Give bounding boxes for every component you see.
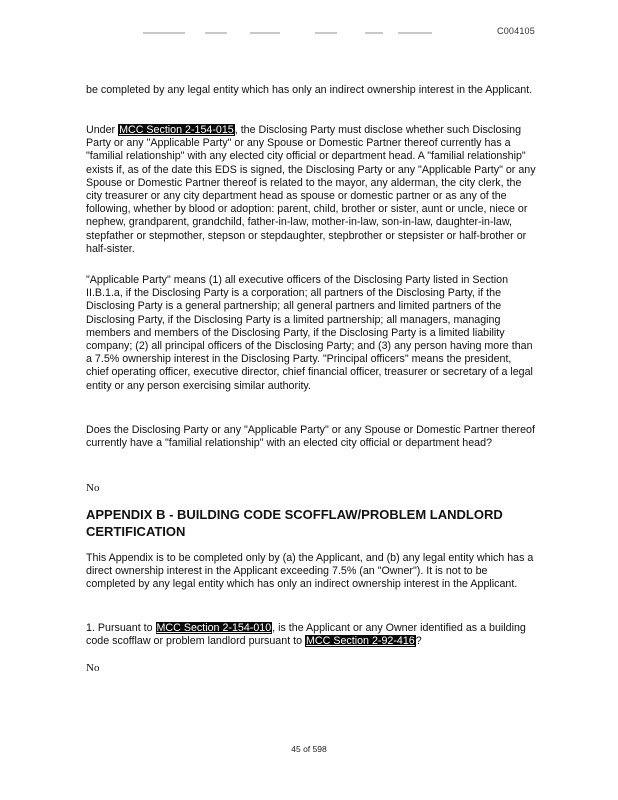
familial-question: [86, 424, 536, 450]
header-artifact: [398, 32, 432, 34]
appendix-item-1: [86, 622, 536, 648]
familial-text: [86, 124, 536, 256]
header-artifact: [365, 32, 383, 34]
item1-middle: , is the Applicant or any Owner identified as a building code scofflaw or problem landlord pursuant to: [86, 622, 526, 648]
continuation-text: be completed by any legal entity which has only an indirect ownership interest in the Applicant.: [86, 84, 533, 96]
item1-suffix: ?: [415, 635, 422, 648]
appendix-intro-paragraph: [86, 552, 536, 592]
mcc-2-154-010-link[interactable]: MCC Section 2-154-010: [156, 622, 272, 634]
familial-relationship-paragraph: [86, 124, 536, 256]
appendix-intro-text: This Appendix is to be completed only by (a) the Applicant, and (b) any legal entity which has a direct ownership interest in the Applicant exceeding 7.5% (an "Owner"). It is not to be completed by any legal entity which has only an indirect ownership interest in the Applicant.: [86, 552, 534, 591]
familial-question-text: Does the Disclosing Party or any "Applicable Party" or any Spouse or Domestic Partner thereof currently have a "familial relationship" with an elected city official or department head?: [86, 424, 535, 450]
mcc-2-154-015-link[interactable]: MCC Section 2-154-015: [119, 124, 234, 136]
familial-answer: No: [86, 482, 100, 494]
applicable-party-text: "Applicable Party" means (1) all executive officers of the Disclosing Party listed in Section II.B.1.a, if the Disclosing Party is a corporation; all partners of the Disclosing Party, if the Disclosing Party is a general partnership; all general partners and limited partners of the Disclosing Party, if the Disclosing Party is a limited partnership; all managers, managing members and members of the Disclosing Party, if the Disclosing Party is a limited liability company; (2) all principal officers of the Disclosing Party; and (3) any person having more than a 7.5% ownership interest in the Disclosing Party. "Principal officers" means the president, chief operating officer, executive director, chief financial officer, treasurer or secretary of a legal entity or any person exercising similar authority.: [86, 274, 533, 392]
appendix-b-heading: APPENDIX B - BUILDING CODE SCOFFLAW/PROBLEM LANDLORD CERTIFICATION: [86, 507, 503, 539]
continuation-paragraph: [86, 84, 536, 97]
header-artifact: [315, 32, 337, 34]
page-number: 45 of 598: [291, 744, 327, 754]
document-id: C004105: [497, 26, 535, 36]
header-artifact: [205, 32, 227, 34]
appendix-item-1-text: [86, 622, 536, 648]
familial-prefix: Under: [86, 124, 119, 136]
appendix-item-1-answer: No: [86, 662, 100, 674]
header-artifact: [143, 32, 185, 34]
mcc-2-92-416-link[interactable]: MCC Section 2-92-416: [306, 635, 415, 648]
applicable-party-paragraph: [86, 274, 536, 393]
familial-body: , the Disclosing Party must disclose whether such Disclosing Party or any "Applicable Party" or any Spouse or Domestic Partner thereof currently has a "familial relationship" with any elected city official or department head. A "familial relationship" exists if, as of the date this EDS is signed, the Disclosing Party or any "Applicable Party" or any Spouse or Domestic Partner thereof is related to the mayor, any alderman, the city clerk, the city treasurer or any city department head as spouse or domestic partner or as any of the following, whether by blood or adoption: parent, child, brother or sister, aunt or uncle, niece or nephew, grandparent, grandchild, father-in-law, mother-in-law, son-in-law, daughter-in-law, stepfather or stepmother, stepson or stepdaughter, stepbrother or stepsister or half-brother or half-sister.: [86, 124, 536, 255]
item1-prefix: 1. Pursuant to: [86, 622, 156, 634]
header-artifact: [250, 32, 280, 34]
